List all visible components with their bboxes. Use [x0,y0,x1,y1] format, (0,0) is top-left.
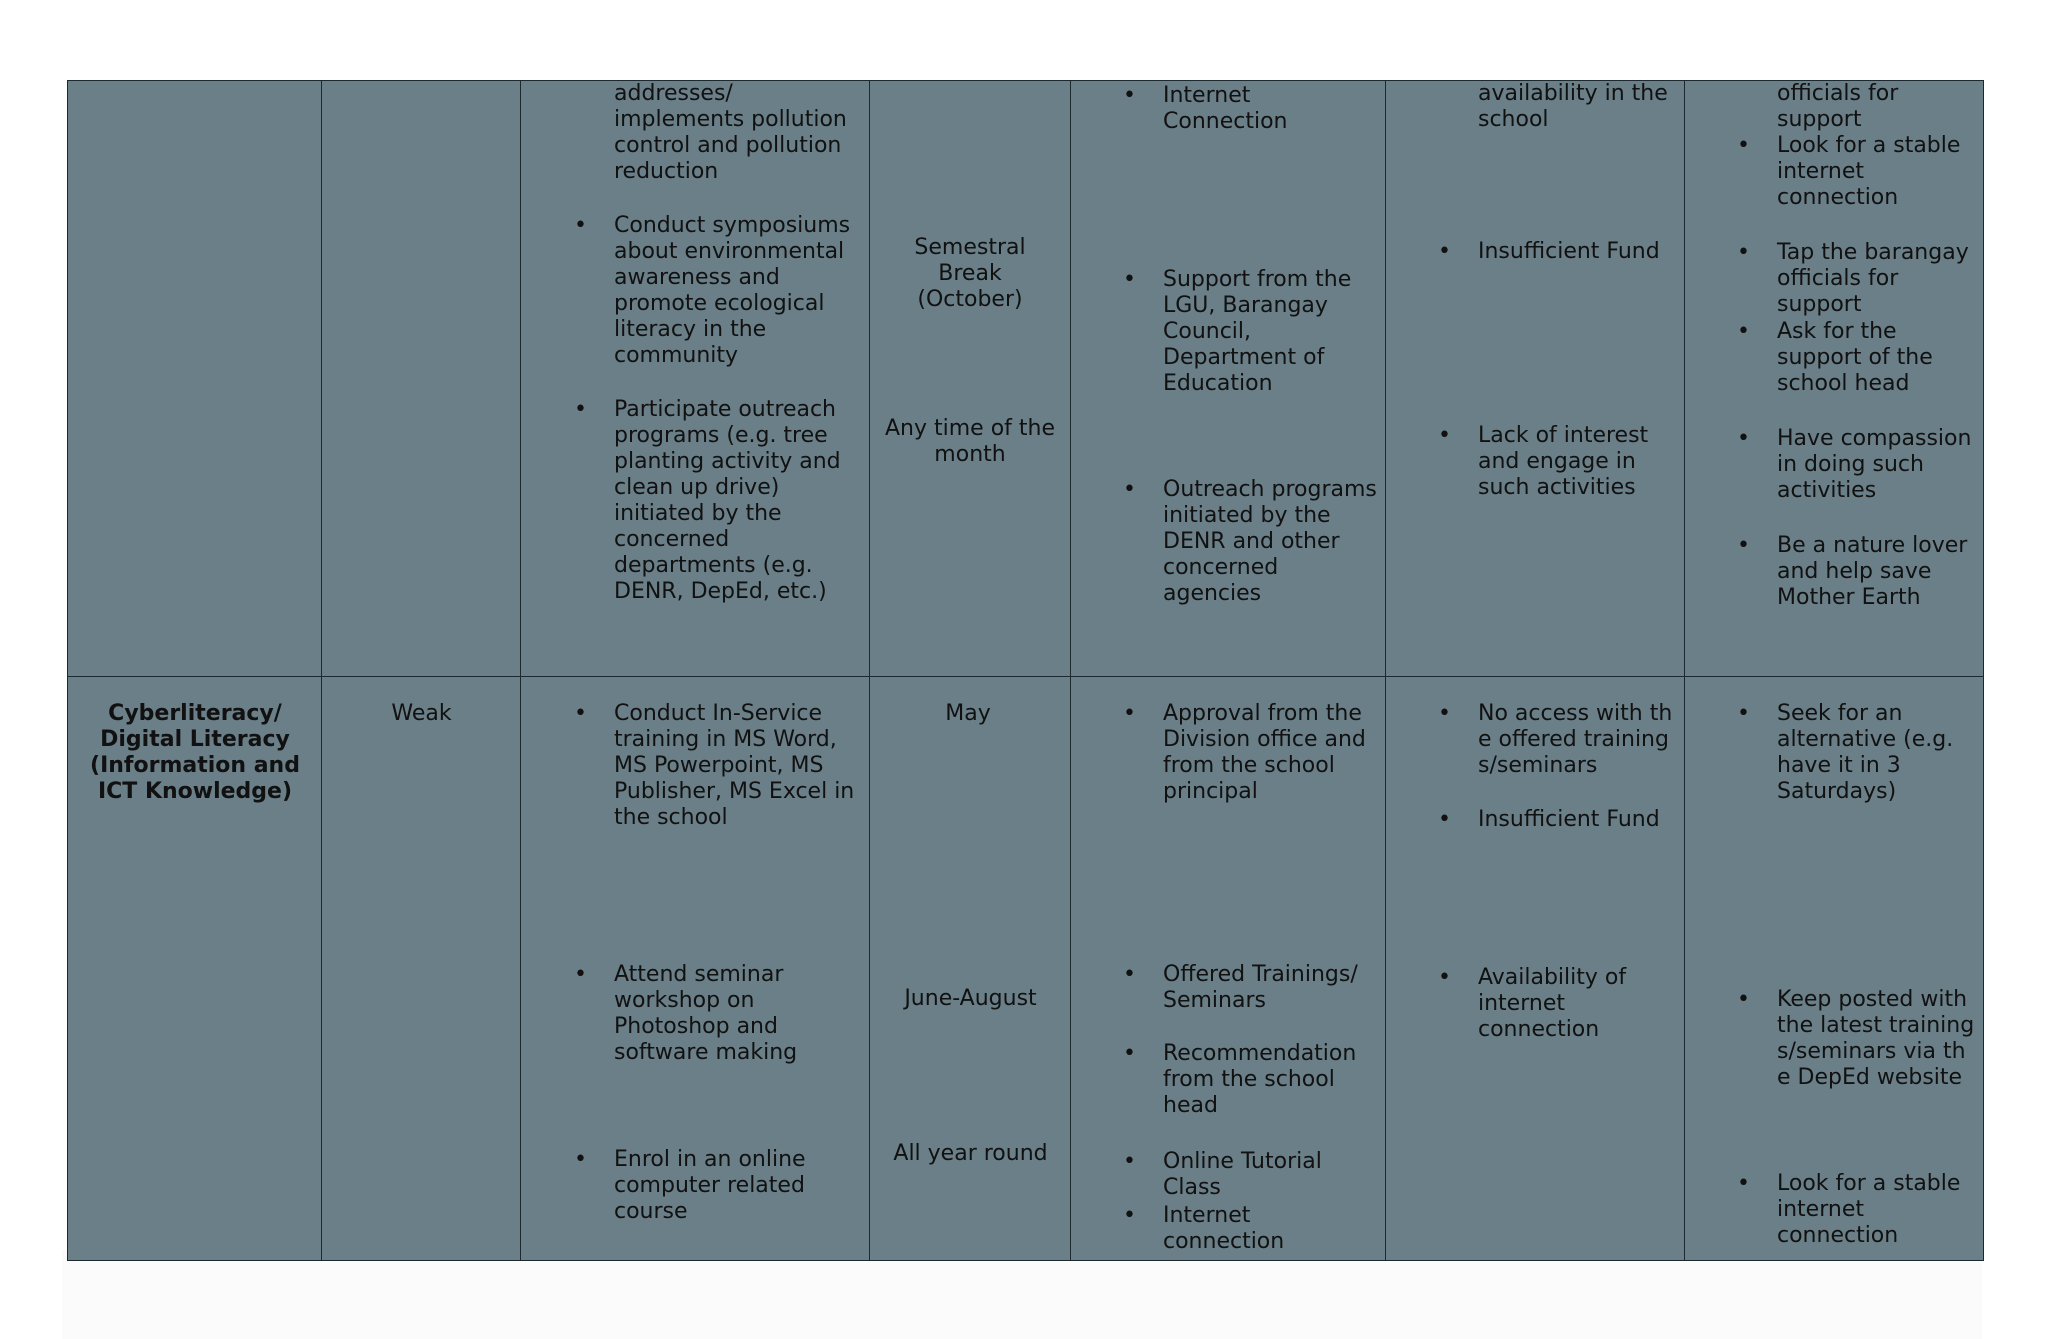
table-row [68,677,1984,1261]
proficiency-level: Weak [391,701,452,726]
list-item: • Keep posted with the latest trainings/seminars via the DepEd website [1777,987,1977,1091]
table-row [68,81,1984,677]
list-item: • Enrol in an online computer related course [614,1147,864,1225]
list-item: • Internet connection [1163,1203,1378,1255]
list-item: • Approval from the Division office and from the school principal [1163,701,1378,805]
resources-cell [1071,81,1386,677]
timeline-entry: Any time of the month [884,416,1055,467]
level-cell [322,677,521,1261]
list-item: • Online Tutorial Class [1163,1149,1378,1201]
solutions-cell [1685,81,1984,677]
list-item: • Offered Trainings/Seminars [1163,962,1363,1014]
level-cell [322,81,521,677]
list-item: • Insufficient Fund [1478,807,1678,833]
list-item: • Tap the barangay officials for support [1777,240,1977,318]
list-item: • Recommendation from the school head [1163,1041,1378,1119]
list-item: • Have compassion in doing such activities [1777,426,1977,504]
list-item: • Support from the LGU, Barangay Council, Department of Education [1163,267,1378,397]
action-plan-table [67,80,1984,1261]
activities-cell [521,81,870,677]
resources-cell [1071,677,1386,1261]
list-item: • Internet Connection [1163,83,1378,135]
list-item: • Conduct In-Service training in MS Word, MS Powerpoint, MS Publisher, MS Excel in the school [614,701,864,831]
list-item: • Outreach programs initiated by the DENR and other concerned agencies [1163,477,1378,607]
timeline-entry: June-August [904,986,1037,1011]
list-item: availability in the school [1478,81,1668,132]
timeline-entry: Semestral Break (October) [914,235,1026,312]
list-item: • Participate outreach programs (e.g. tree planting activity and clean up drive) initiated by the concerned departments (e.g. DENR, DepEd, etc.) [614,397,864,605]
list-item: • Conduct symposiums about environmental awareness and promote ecological literacy in the community [614,213,864,369]
page-bottom-margin [62,1250,1982,1339]
solutions-cell [1685,677,1984,1261]
competency-area: Cyberliteracy/ Digital Literacy (Information and ICT Knowledge) [90,701,300,804]
list-item: • Attend seminar workshop on Photoshop and software making [614,962,864,1066]
list-item: addresses/ implements pollution control and pollution reduction [614,81,847,184]
list-item: officials for support [1777,81,1899,132]
area-cell [68,677,322,1261]
timeline-cell [870,677,1071,1261]
challenges-cell [1386,81,1685,677]
list-item: • Look for a stable internet connection [1777,1171,1977,1249]
timeline-cell [870,81,1071,677]
list-item: • Ask for the support of the school head [1777,319,1977,397]
activities-cell [521,677,870,1261]
list-item: • Seek for an alternative (e.g. have it in 3 Saturdays) [1777,701,1977,805]
challenges-cell [1386,677,1685,1261]
timeline-entry: All year round [893,1141,1048,1166]
list-item: • Availability of internet connection [1478,965,1678,1043]
list-item: • Insufficient Fund [1478,239,1678,265]
timeline-entry: May [945,701,991,726]
list-item: • Look for a stable internet connection [1777,133,1977,211]
list-item: • Lack of interest and engage in such activities [1478,423,1678,501]
list-item: • Be a nature lover and help save Mother Earth [1777,533,1977,611]
list-item: • No access with the offered trainings/seminars [1478,701,1678,779]
area-cell [68,81,322,677]
